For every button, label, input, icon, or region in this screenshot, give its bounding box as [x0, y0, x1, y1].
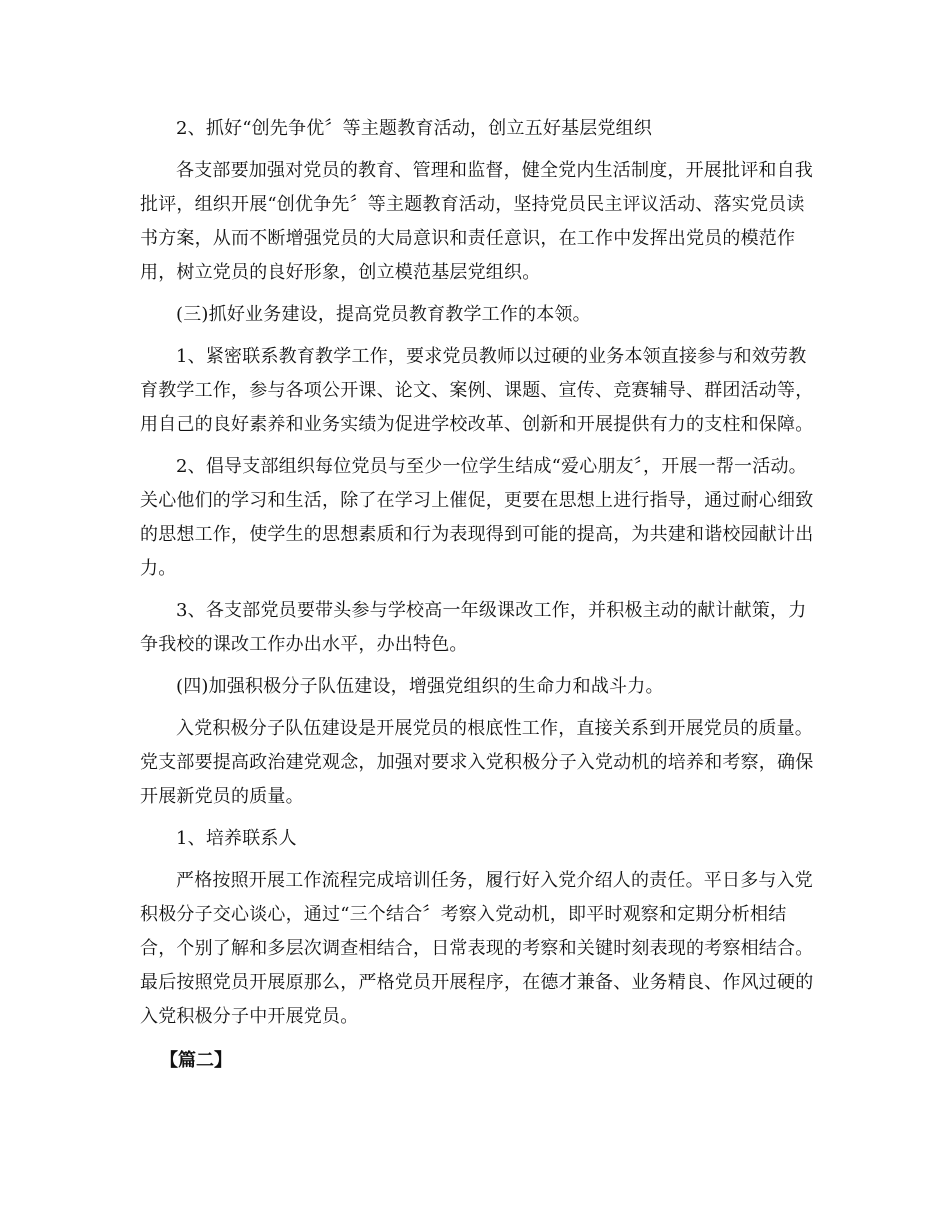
paragraph-love-friends: 2、倡导支部组织每位党员与至少一位学生结成“爱心朋友〞，开展一帮一活动。关心他们的学习和生活，除了在学习上催促，更要在思想上进行指导，通过耐心细致的思想工作，使学生的思想素质和行为表现得到可能的提高，为共建和谐校园献计出力。: [140, 456, 814, 579]
section-mark: 【篇二】: [160, 1050, 232, 1071]
paragraph-training-process: 严格按照开展工作流程完成培训任务，履行好入党介绍人的责任。平日多与入党积极分子交心谈心，通过“三个结合〞考察入党动机，即平时观察和定期分析相结合，个别了解和多层次调查相结合，日常表现的考察和关键时刻表现的考察相结合。最后按照党员开展原那么，严格党员开展程序，在德才兼备、业务精良、作风过硬的入党积极分子中开展党员。: [140, 870, 814, 1027]
paragraph-party-education: 各支部要加强对党员的教育、管理和监督，健全党内生活制度，开展批评和自我批评，组织开展“创优争先〞等主题教育活动，坚持党员民主评议活动、落实党员读书方案，从而不断增强党员的大局意识和责任意识，在工作中发挥出党员的模范作用，树立党员的良好形象，创立模范基层党组织。: [140, 160, 813, 283]
heading-liaison-person: 1、培养联系人: [176, 828, 297, 849]
paragraph-curriculum-reform: 3、各支部党员要带头参与学校高一年级课改工作，并积极主动的献计献策，力争我校的课改工作办出水平，办出特色。: [140, 600, 807, 655]
paragraph-activist-team: 入党积极分子队伍建设是开展党员的根底性工作，直接关系到开展党员的质量。党支部要提高政治建党观念，加强对要求入党积极分子入党动机的培养和考察，确保开展新党员的质量。: [140, 718, 814, 807]
heading-item-2: 2、抓好“创先争优〞等主题教育活动，创立五好基层党组织: [176, 118, 653, 139]
heading-section-3: (三)抓好业务建设，提高党员教育教学工作的本领。: [176, 304, 591, 325]
paragraph-teaching-work: 1、紧密联系教育教学工作，要求党员教师以过硬的业务本领直接参与和效劳教育教学工作，参与各项公开课、论文、案例、课题、宣传、竞赛辅导、群团活动等，用自己的良好素养和业务实绩为促进学校改革、创新和开展提供有力的支柱和保障。: [140, 346, 814, 435]
heading-section-4: (四)加强积极分子队伍建设，增强党组织的生命力和战斗力。: [176, 676, 664, 697]
document-body: [140, 112, 815, 1096]
